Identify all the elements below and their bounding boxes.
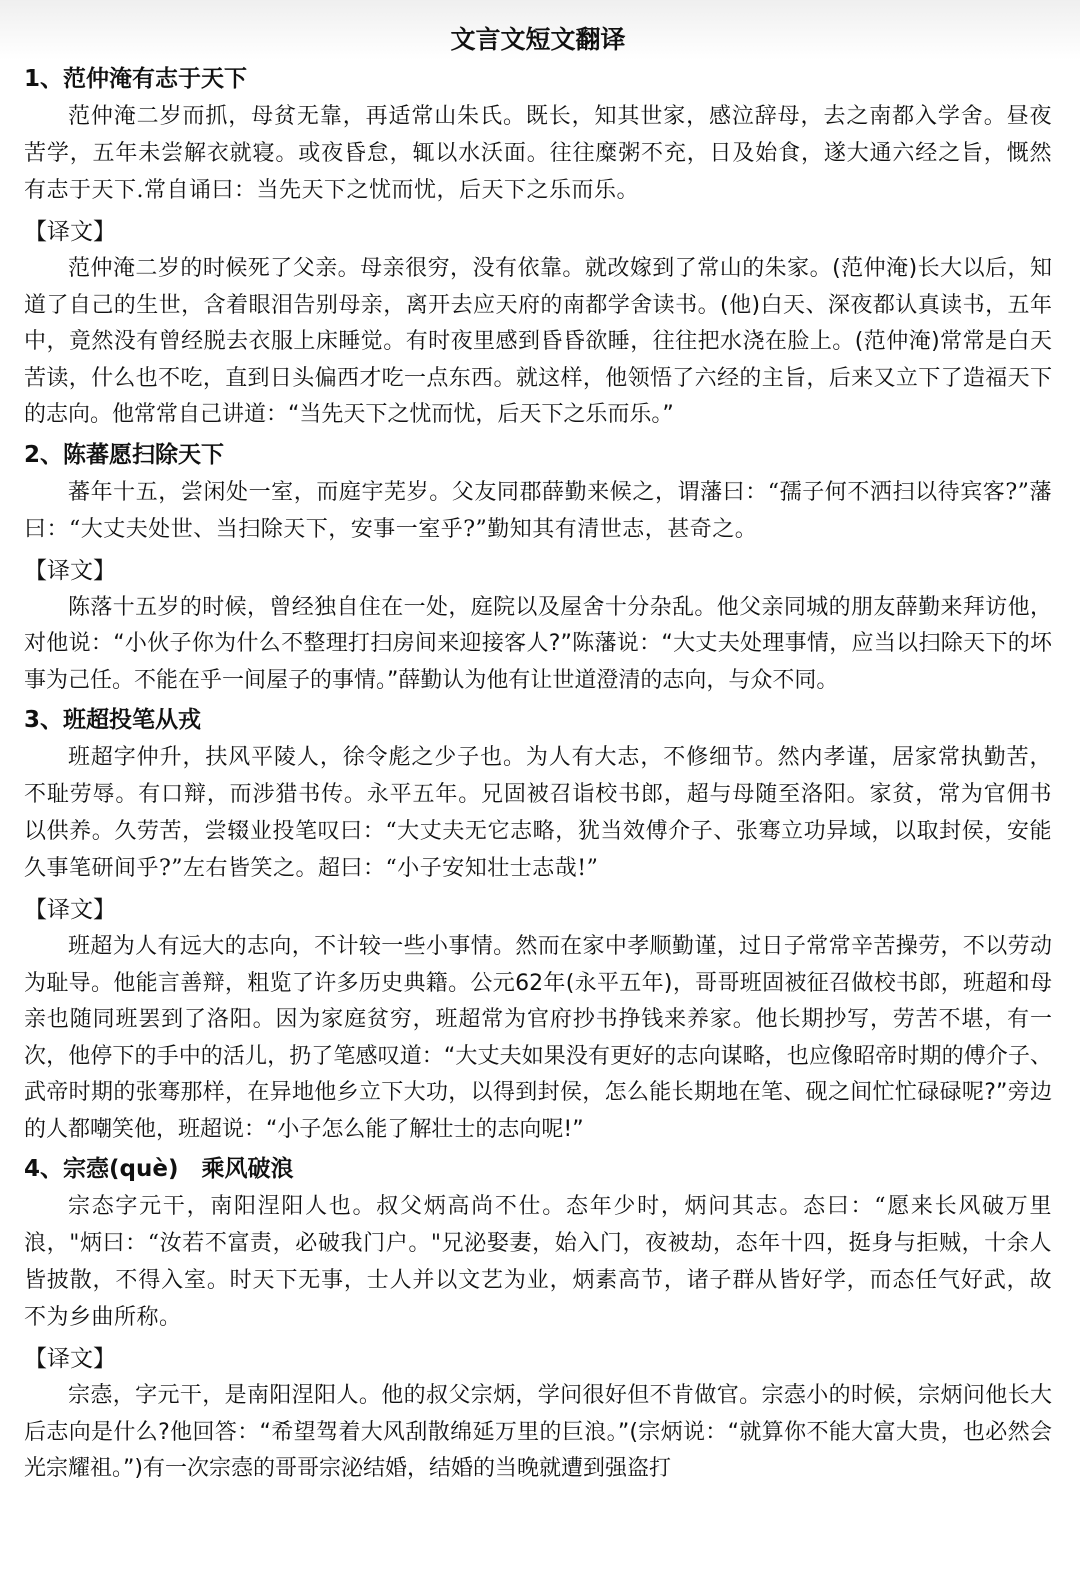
original-text: 蕃年十五，尝闲处一室，而庭宇芜岁。父友同郡薛勤来候之，谓藩曰：“孺子何不洒扫以待宾客?”藩曰：“大丈夫处世、当扫除天下，安事一室乎?”勤知其有清世志，甚奇之。 [24,479,1052,542]
section-heading: 2、陈蕃愿扫除天下 [24,441,225,468]
translation-text: 班超为人有远大的志向，不计较一些小事情。然而在家中孝顺勤谨，过日子常常辛苦操劳，不以劳动为耻导。他能言善辩，粗览了许多历史典籍。公元62年(永平五年)，哥哥班固被征召做校书郎，班超和母亲也随同班罢到了洛阳。因为家庭贫穷，班超常为官府抄书挣钱来养家。他长期抄写，劳苦不堪，有一次，他停下的手中的活儿，扔了笔感叹道：“大丈夫如果没有更好的志向谋略，也应像昭帝时期的傅介子、武帝时期的张骞那样，在异地他乡立下大功，以得到封侯，怎么能长期地在笔、砚之间忙忙碌碌呢?”旁边的人都嘲笑他，班超说：“小子怎么能了解壮士的志向呢!” [24,934,1052,1142]
section-zong-que [24,1152,1052,1488]
document-title: 文言文短文翻译 [450,25,626,54]
section-heading: 1、范仲淹有志于天下 [24,66,248,92]
original-text: 宗态字元干，南阳涅阳人也。叔父炳高尚不仕。态年少时，炳问其志。态曰：“愿来长风破万里浪，"炳曰：“汝若不富责，必破我门户。"兄泌娶妻，始入门，夜被劫，态年十四，挺身与拒贼，十余人皆披散，不得入室。时天下无事，士人并以文艺为业，炳素高节，诸子群从皆好学，而态任气好武，故不为乡曲所称。 [24,1194,1052,1330]
original-text: 班超字仲升，扶风平陵人，徐令彪之少子也。为人有大志，不修细节。然内孝谨，居家常执勤苦，不耻劳辱。有口辩，而涉猎书传。永平五年。兄固被召诣校书郎，超与母随至洛阳。家贫，常为官佣书以供养。久劳苦，尝辍业投笔叹曰：“大丈夫无它志略，犹当效傅介子、张骞立功异域，以取封侯，安能久事笔研间乎?”左右皆笑之。超曰：“小子安知壮士志哉!” [24,745,1052,881]
section-heading: 3、班超投笔从戎 [24,707,202,733]
section-heading: 4、宗悫(què) 乘风破浪 [24,1156,294,1182]
translation-label: 【译文】 [24,219,116,245]
section-ban-chao [24,703,1052,1148]
section-fan-zhongyan [24,62,1052,434]
translation-text: 范仲淹二岁的时候死了父亲。母亲很穷，没有依靠。就改嫁到了常山的朱家。(范仲淹)长大以后，知道了自己的生世，含着眼泪告别母亲，离开去应天府的南都学舍读书。(他)白天、深夜都认真读书，五年中，竟然没有曾经脱去衣服上床睡觉。有时夜里感到昏昏欲睡，往往把水浇在脸上。(范仲淹)常常是白天苦读，什么也不吃，直到日头偏西才吃一点东西。就这样，他领悟了六经的主旨，后来又立下了造福天下的志向。他常常自己讲道：“当先天下之忧而忧，后天下之乐而乐。” [24,256,1052,427]
section-chen-fan [24,438,1052,700]
translation-text: 陈落十五岁的时候，曾经独自住在一处，庭院以及屋舍十分杂乱。他父亲同城的朋友薛勤来拜访他，对他说：“小伙子你为什么不整理打扫房间来迎接客人?”陈藩说：“大丈夫处理事情，应当以扫除天下的坏事为己任。不能在乎一间屋子的事情。”薛勤认为他有让世道澄清的志向，与众不同。 [24,594,1052,693]
translation-label: 【译文】 [24,897,116,923]
translation-label: 【译文】 [24,557,116,584]
translation-label: 【译文】 [24,1346,116,1372]
original-text: 范仲淹二岁而抓，母贫无靠，再适常山朱氏。既长，知其世家，感泣辞母，去之南都入学舍。昼夜苦学，五年未尝解衣就寝。或夜昏怠，辄以水沃面。往往糜粥不充，日及始食，遂大通六经之旨，慨然有志于天下.常自诵曰：当先天下之忧而忧，后天下之乐而乐。 [24,104,1052,203]
translation-text: 宗悫，字元干，是南阳涅阳人。他的叔父宗炳，学问很好但不肯做官。宗悫小的时候，宗炳问他长大后志向是什么?他回答：“希望驾着大风刮散绵延万里的巨浪。”(宗炳说：“就算你不能大富大贵，也必然会光宗耀祖。”)有一次宗悫的哥哥宗泌结婚，结婚的当晚就遭到强盗打 [24,1383,1052,1481]
